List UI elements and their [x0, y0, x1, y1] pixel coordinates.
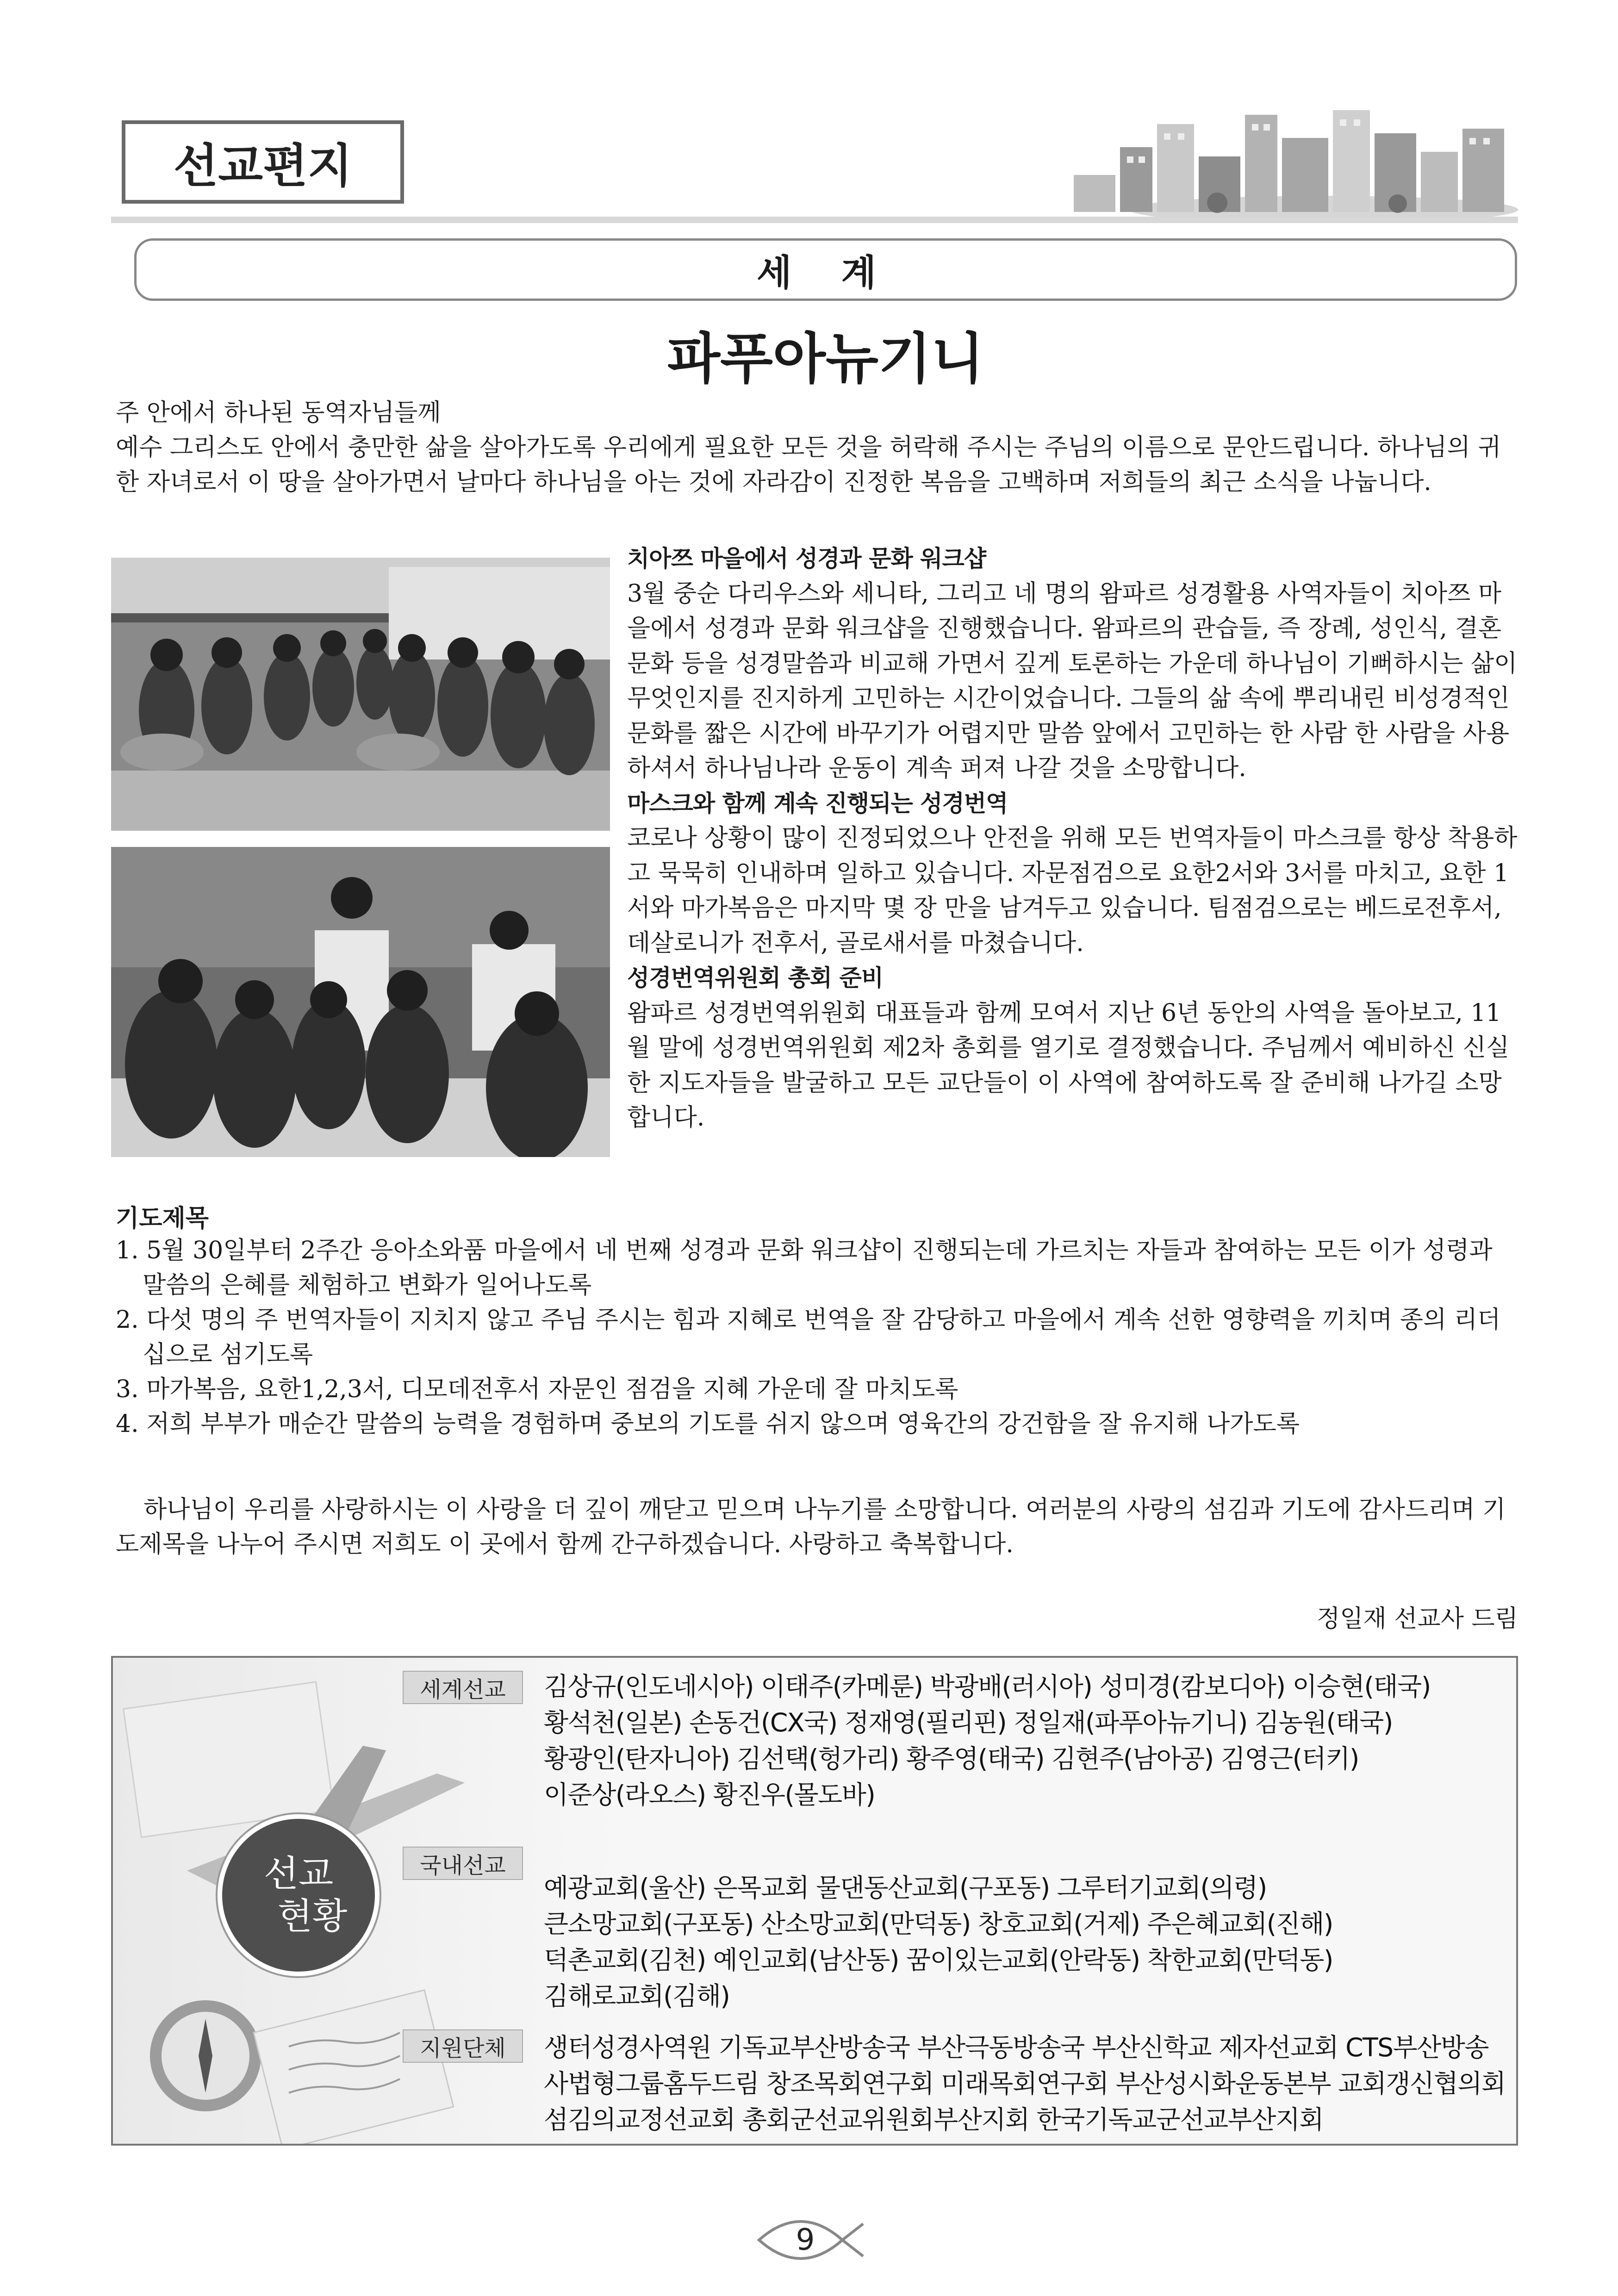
section-body-translation: 코로나 상황이 많이 진정되었으나 안전을 위해 모든 번역자들이 마스크를 항상 착용하고 묵묵히 인내하며 일하고 있습니다. 자문점검으로 요한2서와 3서를 마치고, 요한 1서와 마가복음은 마지막 몇 장 만을 남겨두고 있습니다. 팀점검으로는 베드로전후서, 데살로니가 전후서, 골로새서를 마쳤습니다. [627, 824, 1518, 957]
prayer-list [116, 1233, 1523, 1442]
closing-paragraph: 하나님이 우리를 사랑하시는 이 사랑을 더 깊이 깨닫고 믿으며 나누기를 소망합니다. 여러분의 사랑의 섬김과 기도에 감사드리며 기도제목을 나누어 주시면 저희도 이 곳에서 함께 간구하겠습니다. 사랑하고 축복합니다. [116, 1496, 1506, 1558]
country-title: 파푸아뉴기니 [667, 327, 984, 391]
page-number: 9 [796, 2223, 815, 2257]
category-list-support [544, 2029, 1511, 2138]
list-line: 생터성경사역원 기독교부산방송국 부산극동방송국 부산신학교 제자선교회 CTS부산방송 [544, 2033, 1489, 2062]
prayer-item: 2. 다섯 명의 주 번역자들이 지치지 않고 주님 주시는 힘과 지혜로 번역을 잘 감당하고 마을에서 계속 선한 영향력을 끼치며 종의 리더십으로 섬기도록 [116, 1306, 1501, 1369]
category-list-world [544, 1668, 1511, 1813]
section-body-workshop: 3월 중순 다리우스와 세니타, 그리고 네 명의 왐파르 성경활용 사역자들이 치아쯔 마을에서 성경과 문화 워크샵을 진행했습니다. 왐파르의 관습들, 즉 장례, 성인식, 결혼 문화 등을 성경말씀과 비교해 가면서 깊게 토론하는 가운데 하나님이 기뻐하시는 삶이 무엇인지를 진지하게 고민하는 시간이었습니다. 그들의 삶 속에 뿌리내린 비성경적인 문화를 짧은 시간에 바꾸기가 어렵지만 말씀 앞에서 고민하는 한 사람 한 사람을 사용하셔서 하나님나라 운동이 계속 퍼져 나갈 것을 소망합니다. [627, 579, 1518, 782]
category-list-domestic [544, 1870, 1511, 2014]
section-heading-translation: 마스크와 함께 계속 진행되는 성경번역 [627, 790, 1008, 817]
prayer-item: 3. 마가복음, 요한1,2,3서, 디모데전후서 자문인 점검을 지혜 가운데 잘 마치도록 [116, 1375, 958, 1403]
category-label-support: 지원단체 [403, 2029, 523, 2063]
translators-photo [111, 847, 610, 1157]
badge-line-1: 선교 [263, 1853, 334, 1895]
prayer-title: 기도제목 [116, 1205, 209, 1232]
list-line: 이준상(라오스) 황진우(몰도바) [544, 1780, 875, 1810]
intro [116, 396, 1518, 500]
section-title: 선교편지 [122, 120, 404, 204]
category-label-domestic: 국내선교 [403, 1847, 523, 1880]
workshop-photo [111, 558, 610, 831]
section-heading-committee: 성경번역위원회 총회 준비 [627, 964, 884, 991]
list-line: 큰소망교회(구포동) 산소망교회(만덕동) 창호교회(거제) 주은혜교회(진해) [544, 1909, 1333, 1939]
list-line: 김상규(인도네시아) 이태주(카메룬) 박광배(러시아) 성미경(캄보디아) 이승현(태국) [544, 1672, 1431, 1701]
list-line: 황석천(일본) 손동건(CX국) 정재영(필리핀) 정일재(파푸아뉴기니) 김농원(태국) [544, 1708, 1393, 1737]
intro-paragraph: 예수 그리스도 안에서 충만한 삶을 살아가도록 우리에게 필요한 모든 것을 허락해 주시는 주님의 이름으로 문안드립니다. 하나님의 귀한 자녀로서 이 땅을 살아가면서 날마다 하나님을 아는 것에 자라감이 진정한 복음을 고백하며 저희들의 최근 소식을 나눕니다. [116, 434, 1501, 496]
signature: 정일재 선교사 드림 [1317, 1605, 1518, 1633]
city-illustration [1064, 106, 1518, 217]
list-line: 김해로교회(김해) [544, 1981, 730, 2011]
list-line: 사법형그룹홈두드림 창조목회연구회 미래목회연구회 부산성시화운동본부 교회갱신협의회 [544, 2069, 1506, 2098]
list-line: 섬김의교정선교회 총회군선교위원회부산지회 한국기독교군선교부산지회 [544, 2105, 1324, 2134]
section-body-committee: 왐파르 성경번역위원회 대표들과 함께 모여서 지난 6년 동안의 사역을 돌아보고, 11월 말에 성경번역위원회 제2차 총회를 열기로 결정했습니다. 주님께서 예비하신 신실한 지도자들을 발굴하고 모든 교단들이 이 사역에 참여하도록 잘 준비해 나가길 소망합니다. [627, 999, 1510, 1132]
article-column [627, 541, 1520, 1136]
prayer-item: 1. 5월 30일부터 2주간 응아소와품 마을에서 네 번째 성경과 문화 워크샵이 진행되는데 가르치는 자들과 참여하는 모든 이가 성령과 말씀의 은혜를 체험하고 변화가 일어나도록 [116, 1237, 1493, 1299]
list-line: 황광인(탄자니아) 김선택(헝가리) 황주영(태국) 김현주(남아공) 김영근(터키) [544, 1744, 1359, 1773]
greeting: 주 안에서 하나된 동역자님들께 [116, 399, 441, 427]
category-label-world: 세계선교 [403, 1671, 523, 1704]
prayer-item: 4. 저희 부부가 매순간 말씀의 능력을 경험하며 중보의 기도를 쉬지 않으며 영육간의 강건함을 잘 유지해 나가도록 [116, 1410, 1300, 1438]
header-rule [111, 217, 1518, 223]
region-bar: 세 계 [134, 238, 1517, 301]
list-line: 예광교회(울산) 은목교회 물댄동산교회(구포동) 그루터기교회(의령) [544, 1873, 1267, 1903]
section-heading-workshop: 치아쯔 마을에서 성경과 문화 워크샵 [627, 545, 986, 572]
list-line: 덕촌교회(김천) 예인교회(남산동) 꿈이있는교회(안락동) 착한교회(만덕동) [544, 1945, 1333, 1975]
badge-line-2: 현황 [277, 1896, 348, 1937]
mission-status-badge [218, 1814, 380, 1976]
